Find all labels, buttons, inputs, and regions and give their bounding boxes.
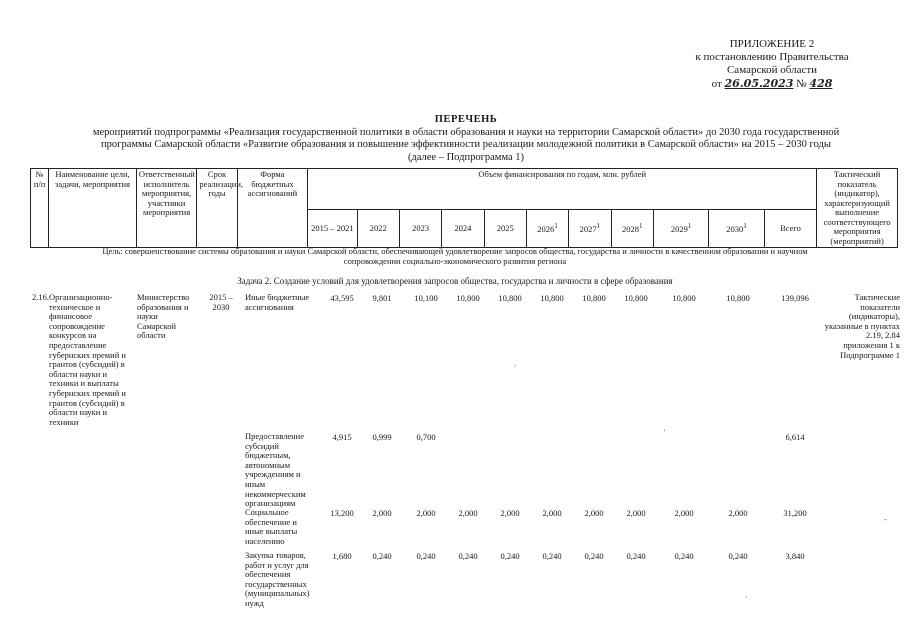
handwritten-number: 428 [809, 77, 833, 90]
funding-value: 1,680 [332, 551, 352, 561]
funding-value: 2,000 [458, 508, 478, 518]
header-indicator: Тактический показатель (индикатор), характеризующий выполнение соответствующего мероприятия (мероприятий) [817, 169, 898, 248]
item-indicator: Тактические показатели (индикаторы), указанные в пунктах 2.19, 2.84 приложения 1 к Подпрограмме 1 [824, 292, 900, 360]
funding-value: 0,240 [674, 551, 694, 561]
header-year-label: 2023 [412, 222, 430, 233]
header-year-label: 2015 – 2021 [311, 222, 354, 233]
header-year-footnote: 1 [743, 222, 747, 231]
funding-form: Иные бюджетные ассигнования [245, 292, 310, 312]
funding-value: 0,240 [416, 551, 436, 561]
header-term: Срок реализации, годы [197, 169, 237, 248]
funding-form: Закупка товаров, работ и услуг для обеспечения государственных (муниципальных) нужд [245, 550, 310, 608]
header-year [484, 210, 526, 248]
funding-value: 10,800 [456, 293, 480, 303]
funding-value: 0,700 [416, 432, 436, 442]
funding-value: 0,240 [372, 551, 392, 561]
goal-text: Цель: совершенствование системы образования и науки Самарской области, обеспечивающей удовлетворение запросов общества, государства и личности в качественном образовании и научном сопровождении социально-экономического развития региона [102, 246, 808, 266]
header-year [308, 210, 357, 248]
funding-value: 2,000 [500, 508, 520, 518]
funding-value: 13,200 [330, 508, 354, 518]
funding-value: 0,240 [728, 551, 748, 561]
header-year-label: 2026 [537, 224, 555, 235]
number-prefix: № [796, 78, 807, 90]
funding-value: 0,240 [584, 551, 604, 561]
heading-line-2: программы Самарской области «Развитие образования и повышение эффективности реализации молодежной политики в Самарской области» на 2015 – 2030 годы [101, 139, 831, 150]
header-year [653, 210, 708, 248]
funding-value: 2,000 [372, 508, 392, 518]
header-year [357, 210, 399, 248]
appendix-line-2: Самарской области [726, 64, 818, 76]
handwritten-date: 26.05.2023 [724, 77, 794, 90]
header-funding: Объем финансирования по годам, млн. рублей [308, 169, 817, 210]
header-year-label: 2029 [670, 224, 688, 235]
header-year-footnote: 1 [638, 222, 643, 231]
funding-value: 0,999 [372, 432, 392, 442]
scan-speck: · [745, 593, 748, 602]
scan-speck: ' [664, 428, 666, 437]
table-header [30, 168, 898, 248]
header-year-label: 2025 [496, 222, 514, 233]
funding-value: 2,000 [674, 508, 694, 518]
appendix-line-1: к постановлению Правительства [695, 51, 849, 63]
header-year [709, 210, 764, 248]
heading-line-3: (далее – Подпрограмма 1) [407, 151, 525, 163]
header-year [611, 210, 653, 248]
scan-speck: · [514, 362, 517, 371]
header-name: Наименование цели, задачи, мероприятия [49, 169, 137, 248]
funding-value: 2,000 [626, 508, 646, 518]
header-num: № п/п [31, 169, 49, 248]
funding-value: 9,801 [372, 293, 392, 303]
appendix-block [672, 38, 872, 91]
header-year-label: 2024 [454, 222, 472, 233]
header-year-label: 2028 [621, 224, 639, 235]
header-year [399, 210, 441, 248]
funding-total: 139,096 [781, 293, 809, 303]
header-year [442, 210, 484, 248]
header-year-footnote: 1 [554, 222, 558, 231]
funding-value: 2,000 [728, 508, 748, 518]
funding-value: 2,000 [542, 508, 562, 518]
item-code: 2.16. [32, 292, 49, 302]
funding-value: 43,595 [330, 293, 354, 303]
funding-total: 6,614 [785, 432, 805, 442]
funding-value: 4,915 [332, 432, 352, 442]
funding-value: 10,100 [414, 293, 438, 303]
document-heading [70, 114, 862, 164]
scan-speck: - [884, 515, 887, 524]
funding-value: 10,800 [540, 293, 564, 303]
funding-total: 3,840 [785, 551, 805, 561]
funding-value: 10,800 [726, 293, 750, 303]
funding-value: 10,800 [582, 293, 606, 303]
funding-value: 2,000 [584, 508, 604, 518]
header-year-label: 2022 [369, 222, 387, 233]
funding-form: Предоставление субсидий бюджетным, автономным учреждениям и иным некоммерческим организациям [245, 431, 306, 509]
header-year-label: Всего [780, 222, 801, 233]
funding-value: 10,800 [624, 293, 648, 303]
funding-value: 0,240 [500, 551, 520, 561]
header-year-label: 2030 [726, 224, 744, 235]
task-text: Задача 2. Создание условий для удовлетворения запросов общества, государства и личности в сфере образования [237, 276, 673, 286]
header-year-footnote: 1 [687, 222, 692, 231]
appendix-title: ПРИЛОЖЕНИЕ 2 [729, 38, 815, 50]
header-year [569, 210, 611, 248]
header-year [526, 210, 568, 248]
funding-value: 0,240 [626, 551, 646, 561]
funding-value: 10,800 [672, 293, 696, 303]
table-header-wrap [30, 168, 898, 248]
item-term: 2015 – 2030 [209, 292, 233, 312]
document-title: ПЕРЕЧЕНЬ [434, 114, 498, 125]
header-year [764, 210, 816, 248]
funding-value: 0,240 [542, 551, 562, 561]
header-year-footnote: 1 [596, 222, 601, 231]
date-prefix: от [711, 78, 722, 90]
appendix-date-line [672, 77, 872, 91]
header-form: Форма бюджетных ассигнований [237, 169, 308, 248]
funding-total: 31,200 [783, 508, 807, 518]
funding-value: 10,800 [498, 293, 522, 303]
funding-value: 0,240 [458, 551, 478, 561]
header-responsible: Ответственный исполнитель мероприятия, участники мероприятия [136, 169, 196, 248]
item-name: Организационно-техническое и финансовое сопровождение конкурсов на предоставление губернских премий и грантов (субсидий) в области науки и техники и выплаты губернских премий и грантов (субсидий) в области науки и техники [49, 292, 126, 427]
funding-value: 2,000 [416, 508, 436, 518]
item-responsible: Министерство образования и науки Самарской области [137, 292, 190, 341]
header-year-label: 2027 [579, 224, 597, 235]
funding-form: Социальное обеспечение и иные выплаты населению [245, 507, 298, 546]
heading-line-1: мероприятий подпрограммы «Реализация государственной политики в области образования и науки на территории Самарской области» до 2030 года государственной [92, 126, 840, 138]
